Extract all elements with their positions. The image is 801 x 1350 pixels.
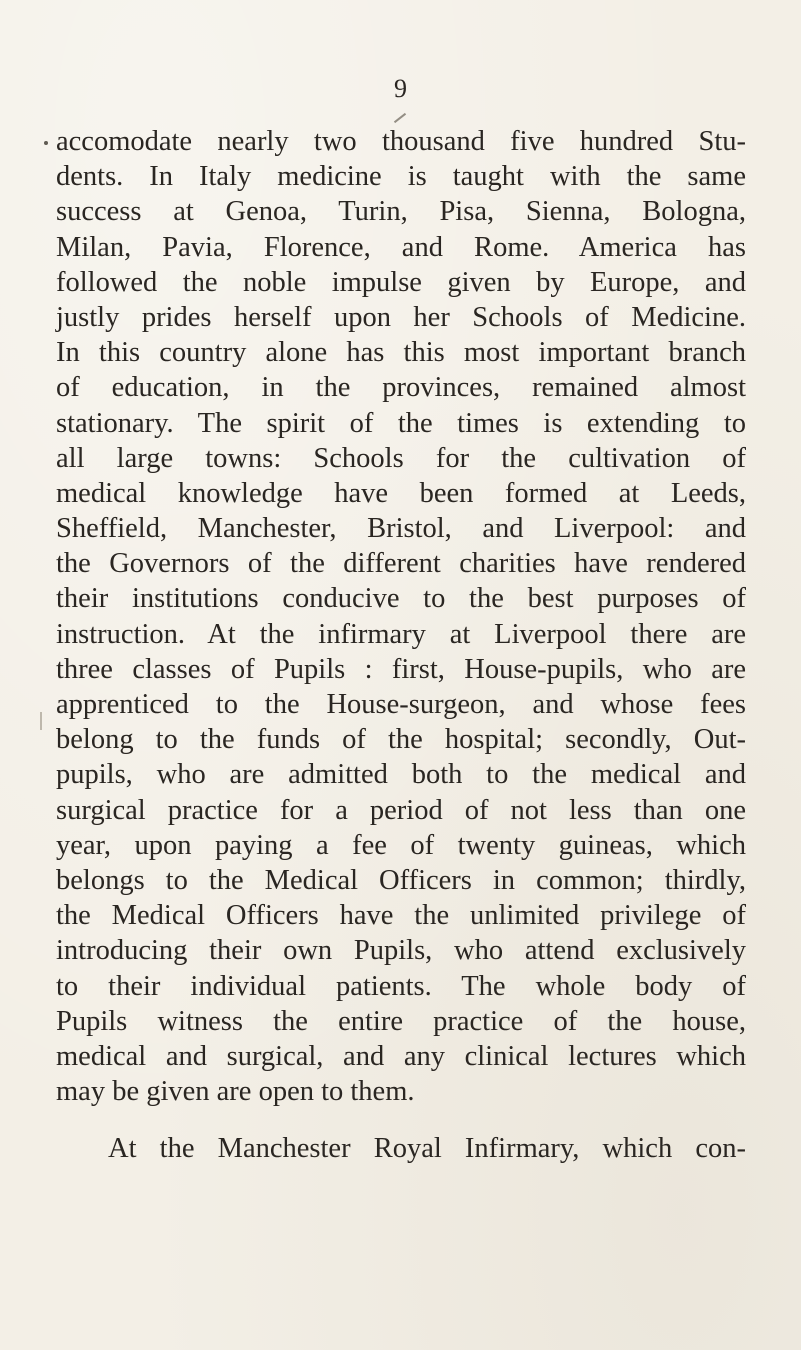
ink-dot	[44, 141, 48, 145]
text-line: medical knowledge have been formed at Leeds,	[56, 477, 746, 509]
text-line: followed the noble impulse given by Europe, and	[56, 266, 746, 298]
text-line: the Medical Officers have the unlimited privilege of	[56, 900, 746, 932]
text-line: year, upon paying a fee of twenty guineas, which	[56, 829, 746, 861]
text-line: belongs to the Medical Officers in common; thirdly,	[56, 864, 746, 896]
text-line: of education, in the provinces, remained almost	[56, 372, 746, 404]
text-line: belong to the funds of the hospital; secondly, Out-	[56, 724, 746, 756]
text-line: At the Manchester Royal Infirmary, which con-	[108, 1133, 746, 1165]
text-line: Sheffield, Manchester, Bristol, and Liverpool: and	[56, 513, 746, 545]
ink-mark	[394, 113, 406, 123]
text-line: Pupils witness the entire practice of the house,	[56, 1005, 746, 1037]
page-number: 9	[394, 74, 407, 103]
text-line: surgical practice for a period of not less than one	[56, 794, 746, 826]
text-line: may be given are open to them.	[56, 1076, 415, 1108]
text-line: medical and surgical, and any clinical lectures which	[56, 1040, 746, 1072]
paragraph	[56, 124, 746, 1109]
text-line: the Governors of the different charities have rendered	[56, 548, 746, 580]
text-line: success at Genoa, Turin, Pisa, Sienna, Bologna,	[56, 196, 746, 228]
text-line: introducing their own Pupils, who attend exclusively	[56, 935, 746, 967]
text-line: Milan, Pavia, Florence, and Rome. America has	[56, 231, 746, 263]
text-line: justly prides herself upon her Schools of Medicine.	[56, 301, 746, 333]
text-line: In this country alone has this most important branch	[56, 337, 746, 369]
text-line: to their individual patients. The whole body of	[56, 970, 746, 1002]
text-line: instruction. At the infirmary at Liverpool there are	[56, 618, 746, 650]
text-line: accomodate nearly two thousand five hundred Stu-	[56, 126, 746, 157]
text-line: all large towns: Schools for the cultivation of	[56, 442, 746, 474]
paragraph	[56, 1131, 746, 1166]
text-line: their institutions conducive to the best purposes of	[56, 583, 746, 615]
text-line: dents. In Italy medicine is taught with the same	[56, 161, 746, 193]
paragraph-gap	[56, 1109, 746, 1131]
text-line: three classes of Pupils : first, House-pupils, who are	[56, 653, 746, 685]
text-line: pupils, who are admitted both to the medical and	[56, 759, 746, 791]
text-line: apprenticed to the House-surgeon, and whose fees	[56, 689, 746, 720]
paper-speck	[40, 712, 42, 730]
text-line: stationary. The spirit of the times is extending to	[56, 407, 746, 439]
body-text	[56, 124, 746, 1166]
